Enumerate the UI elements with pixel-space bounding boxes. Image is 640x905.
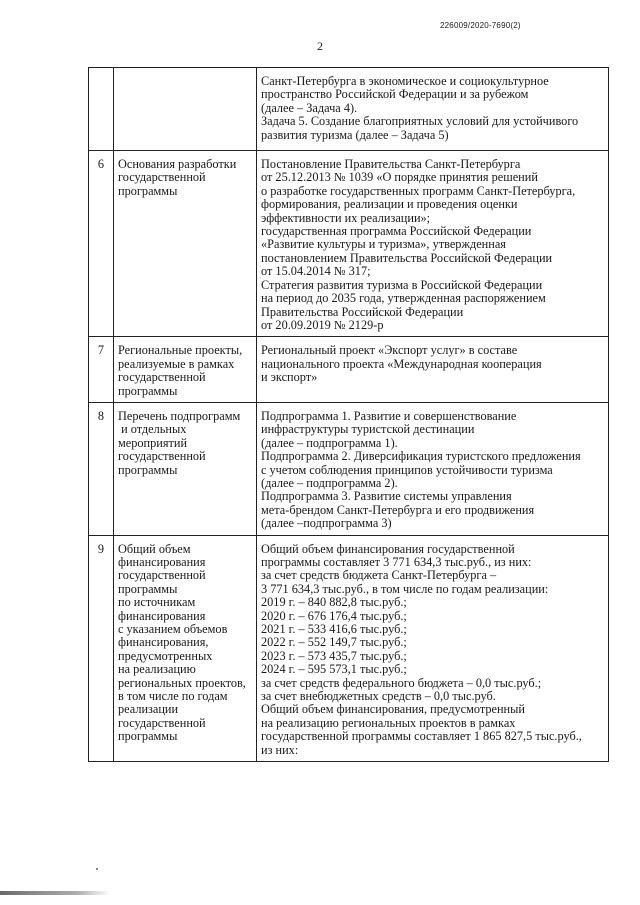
content-line: 2020 г. – 676 176,4 тыс.руб.; xyxy=(261,608,407,623)
label-line: на реализацию xyxy=(118,662,196,677)
table-row xyxy=(89,337,609,403)
label-line: с указанием объемов xyxy=(118,622,228,637)
row-label-cell xyxy=(114,535,257,762)
content-line: развития туризма (далее – Задача 5) xyxy=(261,127,449,142)
table-row xyxy=(89,402,609,535)
content-line: Общий объем финансирования государственной xyxy=(261,541,515,556)
label-line: Общий объем xyxy=(118,541,191,556)
table-row xyxy=(89,68,609,151)
row-number-cell: 7 xyxy=(89,337,114,403)
label-line: программы xyxy=(118,729,178,744)
content-line: 3 771 634,3 тыс.руб., в том числе по годам реализации: xyxy=(261,581,549,596)
content-line: из них: xyxy=(261,742,299,757)
content-line: мета-брендом Санкт-Петербурга и его продвижения xyxy=(261,502,535,517)
content-line: Санкт-Петербурга в экономическое и социокультурное xyxy=(261,74,549,88)
content-line: 2024 г. – 595 573,1 тыс.руб.; xyxy=(261,662,407,677)
content-line: Задача 5. Создание благоприятных условий для устойчивого xyxy=(261,114,579,129)
row-content-cell xyxy=(257,535,609,762)
content-line: 2023 г. – 573 435,7 тыс.руб.; xyxy=(261,648,407,663)
content-line: инфраструктуры туристской дестинации xyxy=(261,422,475,437)
table-row xyxy=(89,151,609,337)
row-number-cell: 8 xyxy=(89,402,114,535)
table-row xyxy=(89,535,609,762)
label-line: реализации xyxy=(118,702,179,717)
content-line: на реализацию региональных проектов в рамках xyxy=(261,715,516,730)
label-line: финансирования xyxy=(118,555,206,569)
label-line: предусмотренных xyxy=(118,648,213,663)
label-line: государственной xyxy=(118,715,206,730)
content-line: и экспорт» xyxy=(261,370,318,385)
label-line: мероприятий xyxy=(118,435,188,450)
content-line: национального проекта «Международная кооперация xyxy=(261,356,542,371)
content-line: Постановление Правительства Санкт-Петербурга xyxy=(261,157,521,172)
document-registration-number: 226009/2020-7690(2) xyxy=(440,21,521,30)
content-line: (далее – Задача 4). xyxy=(261,100,358,115)
label-line: программы xyxy=(118,581,178,596)
scan-artifact-dot xyxy=(96,868,98,870)
content-line: Подпрограмма 1. Развитие и совершенствование xyxy=(261,408,517,423)
content-line: Общий объем финансирования, предусмотренный xyxy=(261,702,525,717)
content-line: Региональный проект «Экспорт услуг» в составе xyxy=(261,343,518,358)
content-line: государственная программа Российской Федерации xyxy=(261,224,532,239)
label-line: региональных проектов, xyxy=(118,675,246,690)
label-line: государственной xyxy=(118,170,206,185)
row-content-cell xyxy=(257,151,609,337)
label-line: реализуемые в рамках xyxy=(118,356,235,371)
content-line: государственной программы составляет 1 865 827,5 тыс.руб., xyxy=(261,729,582,744)
content-line: постановлением Правительства Российской Федерации xyxy=(261,250,553,265)
content-line: формирования, реализации и проведения оценки xyxy=(261,197,518,212)
content-line: на период до 2035 года, утвержденная распоряжением xyxy=(261,291,546,306)
content-line: Правительства Российской Федерации xyxy=(261,304,464,319)
page-number: 2 xyxy=(317,39,323,53)
label-line: Региональные проекты, xyxy=(118,343,243,358)
row-label-cell xyxy=(114,337,257,403)
row-number-cell: 6 xyxy=(89,151,114,337)
label-line: государственной xyxy=(118,370,206,385)
label-line: финансирования, xyxy=(118,635,209,650)
label-line: программы xyxy=(118,183,178,198)
content-line: за счет средств федерального бюджета – 0,0 тыс.руб.; xyxy=(261,675,542,690)
label-line: программы xyxy=(118,383,178,398)
content-line: Подпрограмма 2. Диверсификация туристского предложения xyxy=(261,449,581,464)
table-body xyxy=(89,68,609,762)
content-line: от 25.12.2013 № 1039 «О порядке принятия решений xyxy=(261,170,538,185)
content-line: «Развитие культуры и туризма», утвержденная xyxy=(261,237,506,252)
row-number-cell xyxy=(89,68,114,151)
content-line: (далее –подпрограмма 3) xyxy=(261,516,392,531)
content-line: Подпрограмма 3. Развитие системы управления xyxy=(261,489,512,504)
content-line: 2022 г. – 552 149,7 тыс.руб.; xyxy=(261,635,407,650)
row-label-cell xyxy=(114,68,257,151)
label-line: и отдельных xyxy=(118,422,187,437)
content-line: Стратегия развития туризма в Российской Федерации xyxy=(261,277,543,292)
content-line: (далее – подпрограмма 2). xyxy=(261,475,398,490)
content-line: 2021 г. – 533 416,6 тыс.руб.; xyxy=(261,622,407,637)
content-line: (далее – подпрограмма 1). xyxy=(261,435,398,450)
label-line: программы xyxy=(118,462,178,477)
program-passport-table xyxy=(88,67,609,762)
label-line: Основания разработки xyxy=(118,157,237,172)
content-line: 2019 г. – 840 882,8 тыс.руб.; xyxy=(261,595,407,610)
label-line: по источникам xyxy=(118,595,196,610)
row-number-cell: 9 xyxy=(89,535,114,762)
content-line: за счет средств бюджета Санкт-Петербурга – xyxy=(261,568,497,583)
row-content-cell xyxy=(257,68,609,151)
content-line: о разработке государственных программ Санкт-Петербурга, xyxy=(261,183,576,198)
label-line: государственной xyxy=(118,449,206,464)
row-content-cell xyxy=(257,402,609,535)
content-line: от 15.04.2014 № 317; xyxy=(261,264,371,279)
row-label-cell xyxy=(114,151,257,337)
row-content-cell xyxy=(257,337,609,403)
scan-artifact-edge xyxy=(0,891,110,895)
label-line: финансирования xyxy=(118,608,206,623)
content-line: пространство Российской Федерации и за рубежом xyxy=(261,87,529,102)
content-line: за счет внебюджетных средств – 0,0 тыс.руб. xyxy=(261,689,496,704)
content-line: с учетом соблюдения принципов устойчивости туризма xyxy=(261,462,553,477)
label-line: Перечень подпрограмм xyxy=(118,408,241,423)
label-line: в том числе по годам xyxy=(118,689,228,704)
label-line: государственной xyxy=(118,568,206,583)
row-label-cell xyxy=(114,402,257,535)
content-line: от 20.09.2019 № 2129-р xyxy=(261,317,384,332)
content-line: эффективности их реализации»; xyxy=(261,210,431,225)
content-line: программы составляет 3 771 634,3 тыс.руб., из них: xyxy=(261,555,532,569)
